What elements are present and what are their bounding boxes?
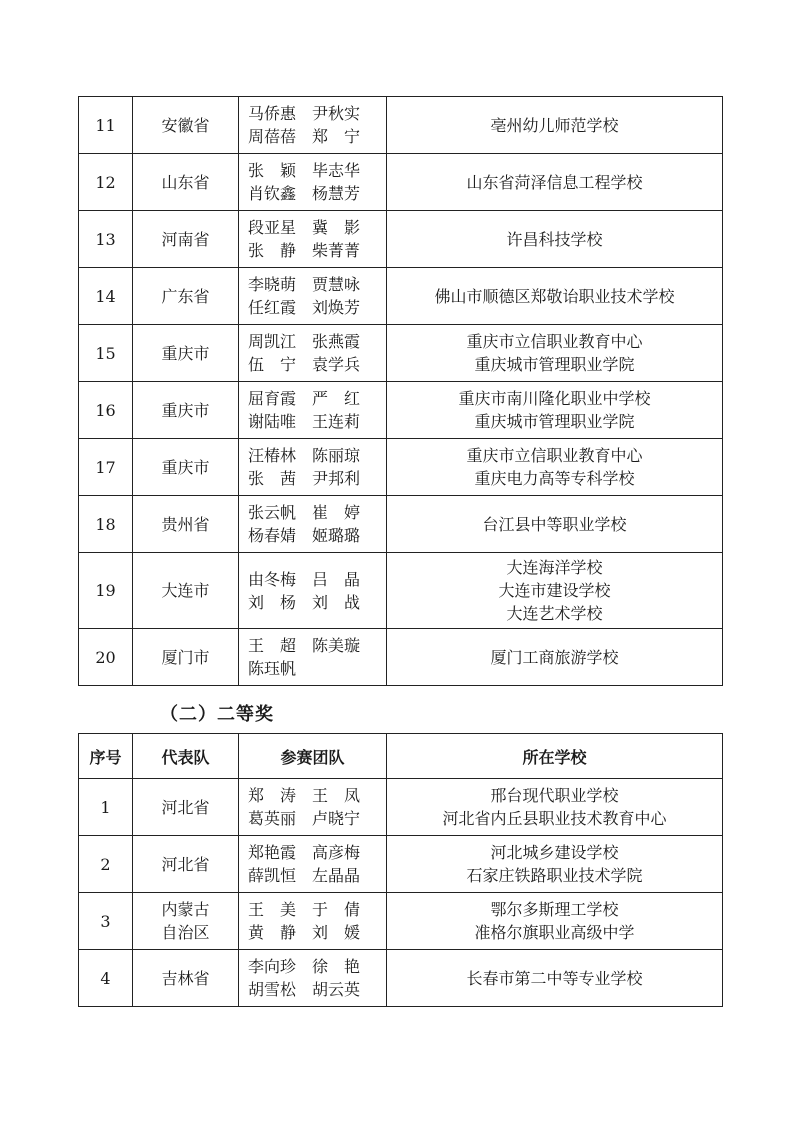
award-table-body (79, 97, 723, 686)
team-name: 安徽省 (161, 115, 210, 135)
team-cell (133, 836, 239, 893)
school-cell (387, 950, 723, 1007)
members-cell (239, 268, 387, 325)
school-cell (387, 268, 723, 325)
school-cell (387, 629, 723, 686)
school-name: 大连海洋学校 (506, 558, 603, 577)
team-cell (133, 950, 239, 1007)
member-line: 周凯江 张燕霞 (248, 332, 361, 351)
row-number: 11 (79, 97, 133, 154)
table-row (79, 382, 723, 439)
school-name: 山东省菏泽信息工程学校 (466, 172, 643, 192)
table-row (79, 893, 723, 950)
table-row (79, 97, 723, 154)
members-cell (239, 325, 387, 382)
member-line: 张 静 柴菁菁 (248, 241, 361, 260)
school-name: 大连艺术学校 (506, 604, 603, 623)
team-name: 重庆市 (161, 400, 210, 420)
members-cell (239, 950, 387, 1007)
school-name: 台江县中等职业学校 (482, 514, 627, 534)
team-cell (133, 154, 239, 211)
team-cell (133, 382, 239, 439)
header-school: 所在学校 (387, 734, 723, 779)
team-cell (133, 325, 239, 382)
school-name: 重庆电力高等专科学校 (474, 469, 635, 488)
school-name: 厦门工商旅游学校 (490, 647, 619, 667)
team-cell (133, 893, 239, 950)
school-name: 大连市建设学校 (498, 581, 611, 600)
table-row (79, 211, 723, 268)
section-heading-second-prize: （二）二等奖 (160, 704, 274, 725)
school-cell (387, 439, 723, 496)
team-cell (133, 211, 239, 268)
member-line: 郑艳霞 高彦梅 (248, 843, 361, 862)
table-row (79, 950, 723, 1007)
team-name: 山东省 (161, 172, 210, 192)
team-name: 吉林省 (161, 968, 210, 988)
member-line: 肖钦鑫 杨慧芳 (248, 184, 361, 203)
member-line: 周蓓蓓 郑 宁 (248, 127, 361, 146)
row-number: 4 (79, 950, 133, 1007)
school-name: 邢台现代职业学校 (490, 786, 619, 805)
members-cell (239, 893, 387, 950)
row-number: 16 (79, 382, 133, 439)
school-name: 重庆市立信职业教育中心 (466, 332, 643, 351)
member-line: 段亚星 冀 影 (248, 218, 361, 237)
row-number: 1 (79, 779, 133, 836)
school-cell (387, 211, 723, 268)
members-cell (239, 496, 387, 553)
table-row (79, 439, 723, 496)
school-cell (387, 382, 723, 439)
table-row (79, 325, 723, 382)
member-line: 任红霞 刘焕芳 (248, 298, 361, 317)
members-cell (239, 154, 387, 211)
team-cell (133, 553, 239, 629)
table-row (79, 496, 723, 553)
member-line: 陈珏帆 (248, 659, 297, 678)
school-name: 重庆城市管理职业学院 (474, 355, 635, 374)
members-cell (239, 382, 387, 439)
school-name: 佛山市顺德区郑敬诒职业技术学校 (434, 286, 675, 306)
team-cell (133, 268, 239, 325)
table-row (79, 553, 723, 629)
row-number: 20 (79, 629, 133, 686)
school-cell (387, 779, 723, 836)
award-table-second-prize (78, 733, 723, 1007)
team-name: 重庆市 (161, 343, 210, 363)
member-line: 张 颖 毕志华 (248, 161, 361, 180)
member-line: 郑 涛 王 凤 (248, 786, 361, 805)
table-row (79, 268, 723, 325)
row-number: 2 (79, 836, 133, 893)
team-name: 自治区 (161, 923, 210, 942)
team-name: 贵州省 (161, 514, 210, 534)
table-row (79, 779, 723, 836)
member-line: 胡雪松 胡云英 (248, 980, 361, 999)
team-name: 内蒙古 (161, 900, 210, 919)
school-name: 准格尔旗职业高级中学 (474, 923, 635, 942)
member-line: 张云帆 崔 婷 (248, 503, 361, 522)
member-line: 由冬梅 吕 晶 (248, 569, 361, 589)
school-name: 重庆城市管理职业学院 (474, 412, 635, 431)
team-name: 大连市 (161, 581, 210, 600)
table-header (79, 734, 723, 779)
team-cell (133, 97, 239, 154)
table-row (79, 154, 723, 211)
member-line: 李向珍 徐 艳 (248, 957, 361, 976)
award-table-first-prize-continued (78, 96, 723, 686)
member-line: 谢陆唯 王连莉 (248, 412, 361, 431)
team-name: 河南省 (161, 229, 210, 249)
team-cell (133, 779, 239, 836)
school-cell (387, 553, 723, 629)
member-line: 张 茜 尹邦利 (248, 469, 361, 488)
header-num: 序号 (79, 734, 133, 779)
member-line: 杨春婧 姬璐璐 (248, 526, 361, 545)
members-cell (239, 211, 387, 268)
school-name: 重庆市南川隆化职业中学校 (458, 389, 651, 408)
row-number: 15 (79, 325, 133, 382)
row-number: 14 (79, 268, 133, 325)
members-cell (239, 629, 387, 686)
team-cell (133, 496, 239, 553)
team-name: 广东省 (161, 286, 210, 306)
member-line: 薛凯恒 左晶晶 (248, 866, 361, 885)
members-cell (239, 836, 387, 893)
school-name: 河北城乡建设学校 (490, 843, 619, 862)
members-cell (239, 439, 387, 496)
member-line: 屈育霞 严 红 (248, 389, 361, 408)
school-name: 亳州幼儿师范学校 (490, 115, 619, 135)
row-number: 17 (79, 439, 133, 496)
members-cell (239, 779, 387, 836)
member-line: 黄 静 刘 媛 (248, 923, 361, 942)
school-name: 石家庄铁路职业技术学院 (466, 866, 643, 885)
header-row (79, 734, 723, 779)
school-name: 许昌科技学校 (506, 229, 603, 249)
school-name: 重庆市立信职业教育中心 (466, 446, 643, 465)
row-number: 12 (79, 154, 133, 211)
school-cell (387, 97, 723, 154)
member-line: 汪椿林 陈丽琼 (248, 446, 361, 465)
team-name: 重庆市 (161, 457, 210, 477)
table-row (79, 629, 723, 686)
header-members: 参赛团队 (239, 734, 387, 779)
team-cell (133, 439, 239, 496)
team-name: 河北省 (161, 854, 210, 874)
school-name: 鄂尔多斯理工学校 (490, 900, 619, 919)
school-cell (387, 893, 723, 950)
row-number: 18 (79, 496, 133, 553)
award-table-body (79, 779, 723, 1007)
team-cell (133, 629, 239, 686)
table-row (79, 836, 723, 893)
members-cell (239, 553, 387, 629)
row-number: 3 (79, 893, 133, 950)
members-cell (239, 97, 387, 154)
team-name: 河北省 (161, 797, 210, 817)
row-number: 19 (79, 553, 133, 629)
school-cell (387, 325, 723, 382)
school-name: 长春市第二中等专业学校 (466, 968, 643, 988)
member-line: 马侨惠 尹秋实 (248, 104, 361, 123)
row-number: 13 (79, 211, 133, 268)
member-line: 葛英丽 卢晓宁 (248, 809, 361, 828)
header-team: 代表队 (133, 734, 239, 779)
member-line: 李晓萌 贾慧咏 (248, 275, 361, 294)
school-name: 河北省内丘县职业技术教育中心 (442, 809, 667, 828)
school-cell (387, 836, 723, 893)
member-line: 刘 杨 刘 战 (248, 592, 361, 612)
member-line: 王 超 陈美璇 (248, 636, 361, 655)
member-line: 王 美 于 倩 (248, 900, 361, 919)
school-cell (387, 154, 723, 211)
school-cell (387, 496, 723, 553)
team-name: 厦门市 (161, 647, 210, 667)
member-line: 伍 宁 袁学兵 (248, 355, 361, 374)
